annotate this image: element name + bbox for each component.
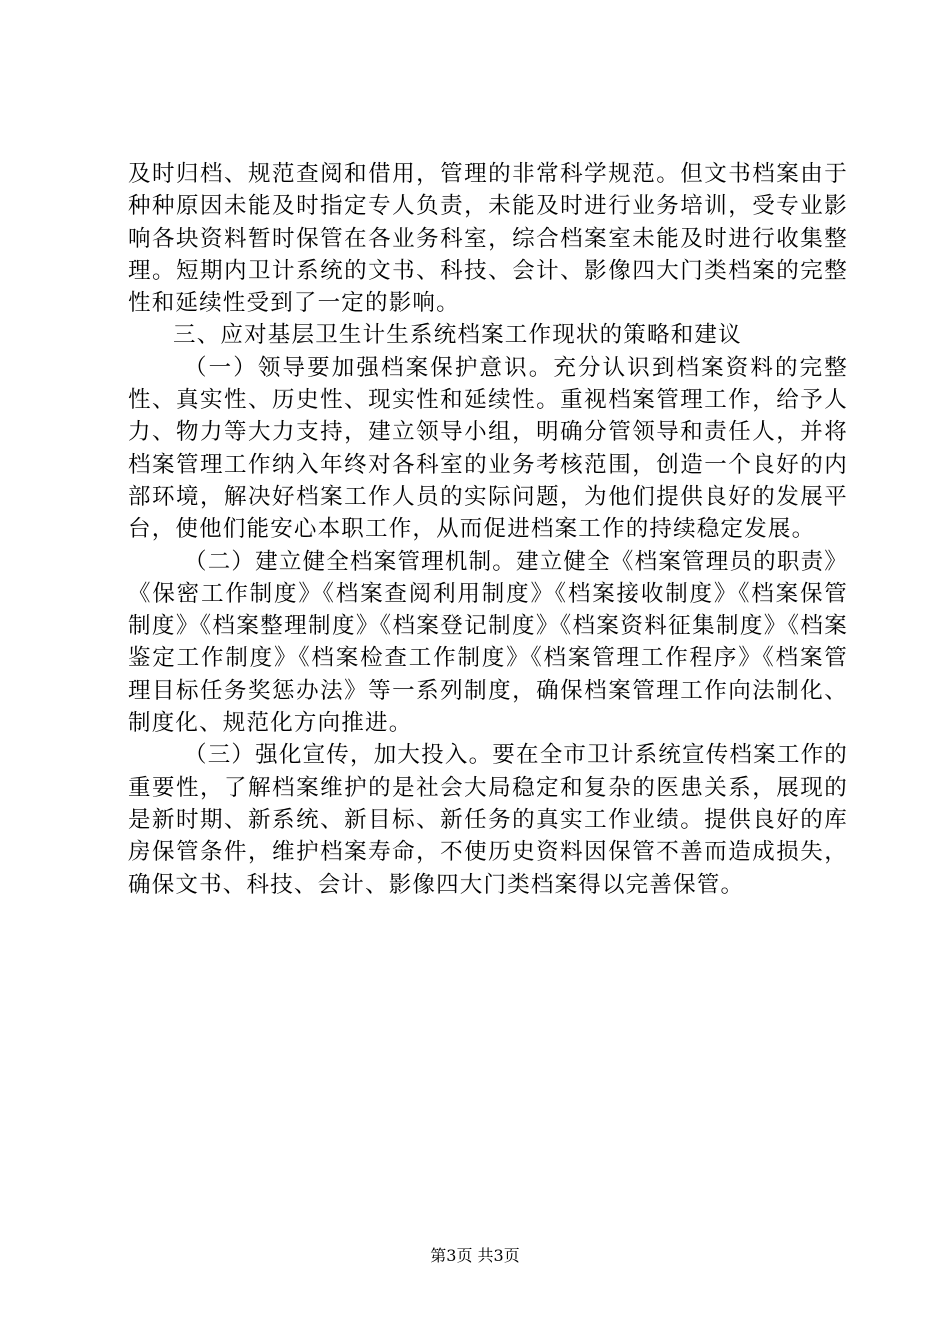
paragraph-leadership: （一）领导要加强档案保护意识。充分认识到档案资料的完整性、真实性、历史性、现实性和延续性。重视档案管理工作，给予人力、物力等大力支持，建立领导小组，明确分管领导和责任人，并将档案管理工作纳入年终对各科室的业务考核范围，创造一个良好的内部环境，解决好档案工作人员的实际问题，为他们提供良好的发展平台，使他们能安心本职工作，从而促进档案工作的持续稳定发展。 [128, 354, 848, 543]
paragraph-continuation: 及时归档、规范查阅和借用，管理的非常科学规范。但文书档案由于种种原因未能及时指定专人负责，未能及时进行业务培训，受专业影响各块资料暂时保管在各业务科室，综合档案室未能及时进行收集整理。短期内卫计系统的文书、科技、会计、影像四大门类档案的完整性和延续性受到了一定的影响。 [128, 161, 848, 317]
paragraph-publicity: （三）强化宣传，加大投入。要在全市卫计系统宣传档案工作的重要性，了解档案维护的是社会大局稳定和复杂的医患关系，展现的是新时期、新系统、新目标、新任务的真实工作业绩。提供良好的库房保管条件，维护档案寿命，不使历史资料因保管不善而造成损失，确保文书、科技、会计、影像四大门类档案得以完善保管。 [128, 742, 848, 898]
page-footer: 第3页 共3页 [430, 1246, 520, 1265]
section-heading-three: 三、应对基层卫生计生系统档案工作现状的策略和建议 [173, 322, 742, 349]
document-body [128, 158, 848, 901]
paragraph-mechanism: （二）建立健全档案管理机制。建立健全《档案管理员的职责》《保密工作制度》《档案查阅利用制度》《档案接收制度》《档案保管制度》《档案整理制度》《档案登记制度》《档案资料征集制度》《档案鉴定工作制度》《档案检查工作制度》《档案管理工作程序》《档案管理目标任务奖惩办法》等一系列制度，确保档案管理工作向法制化、制度化、规范化方向推进。 [128, 548, 848, 737]
